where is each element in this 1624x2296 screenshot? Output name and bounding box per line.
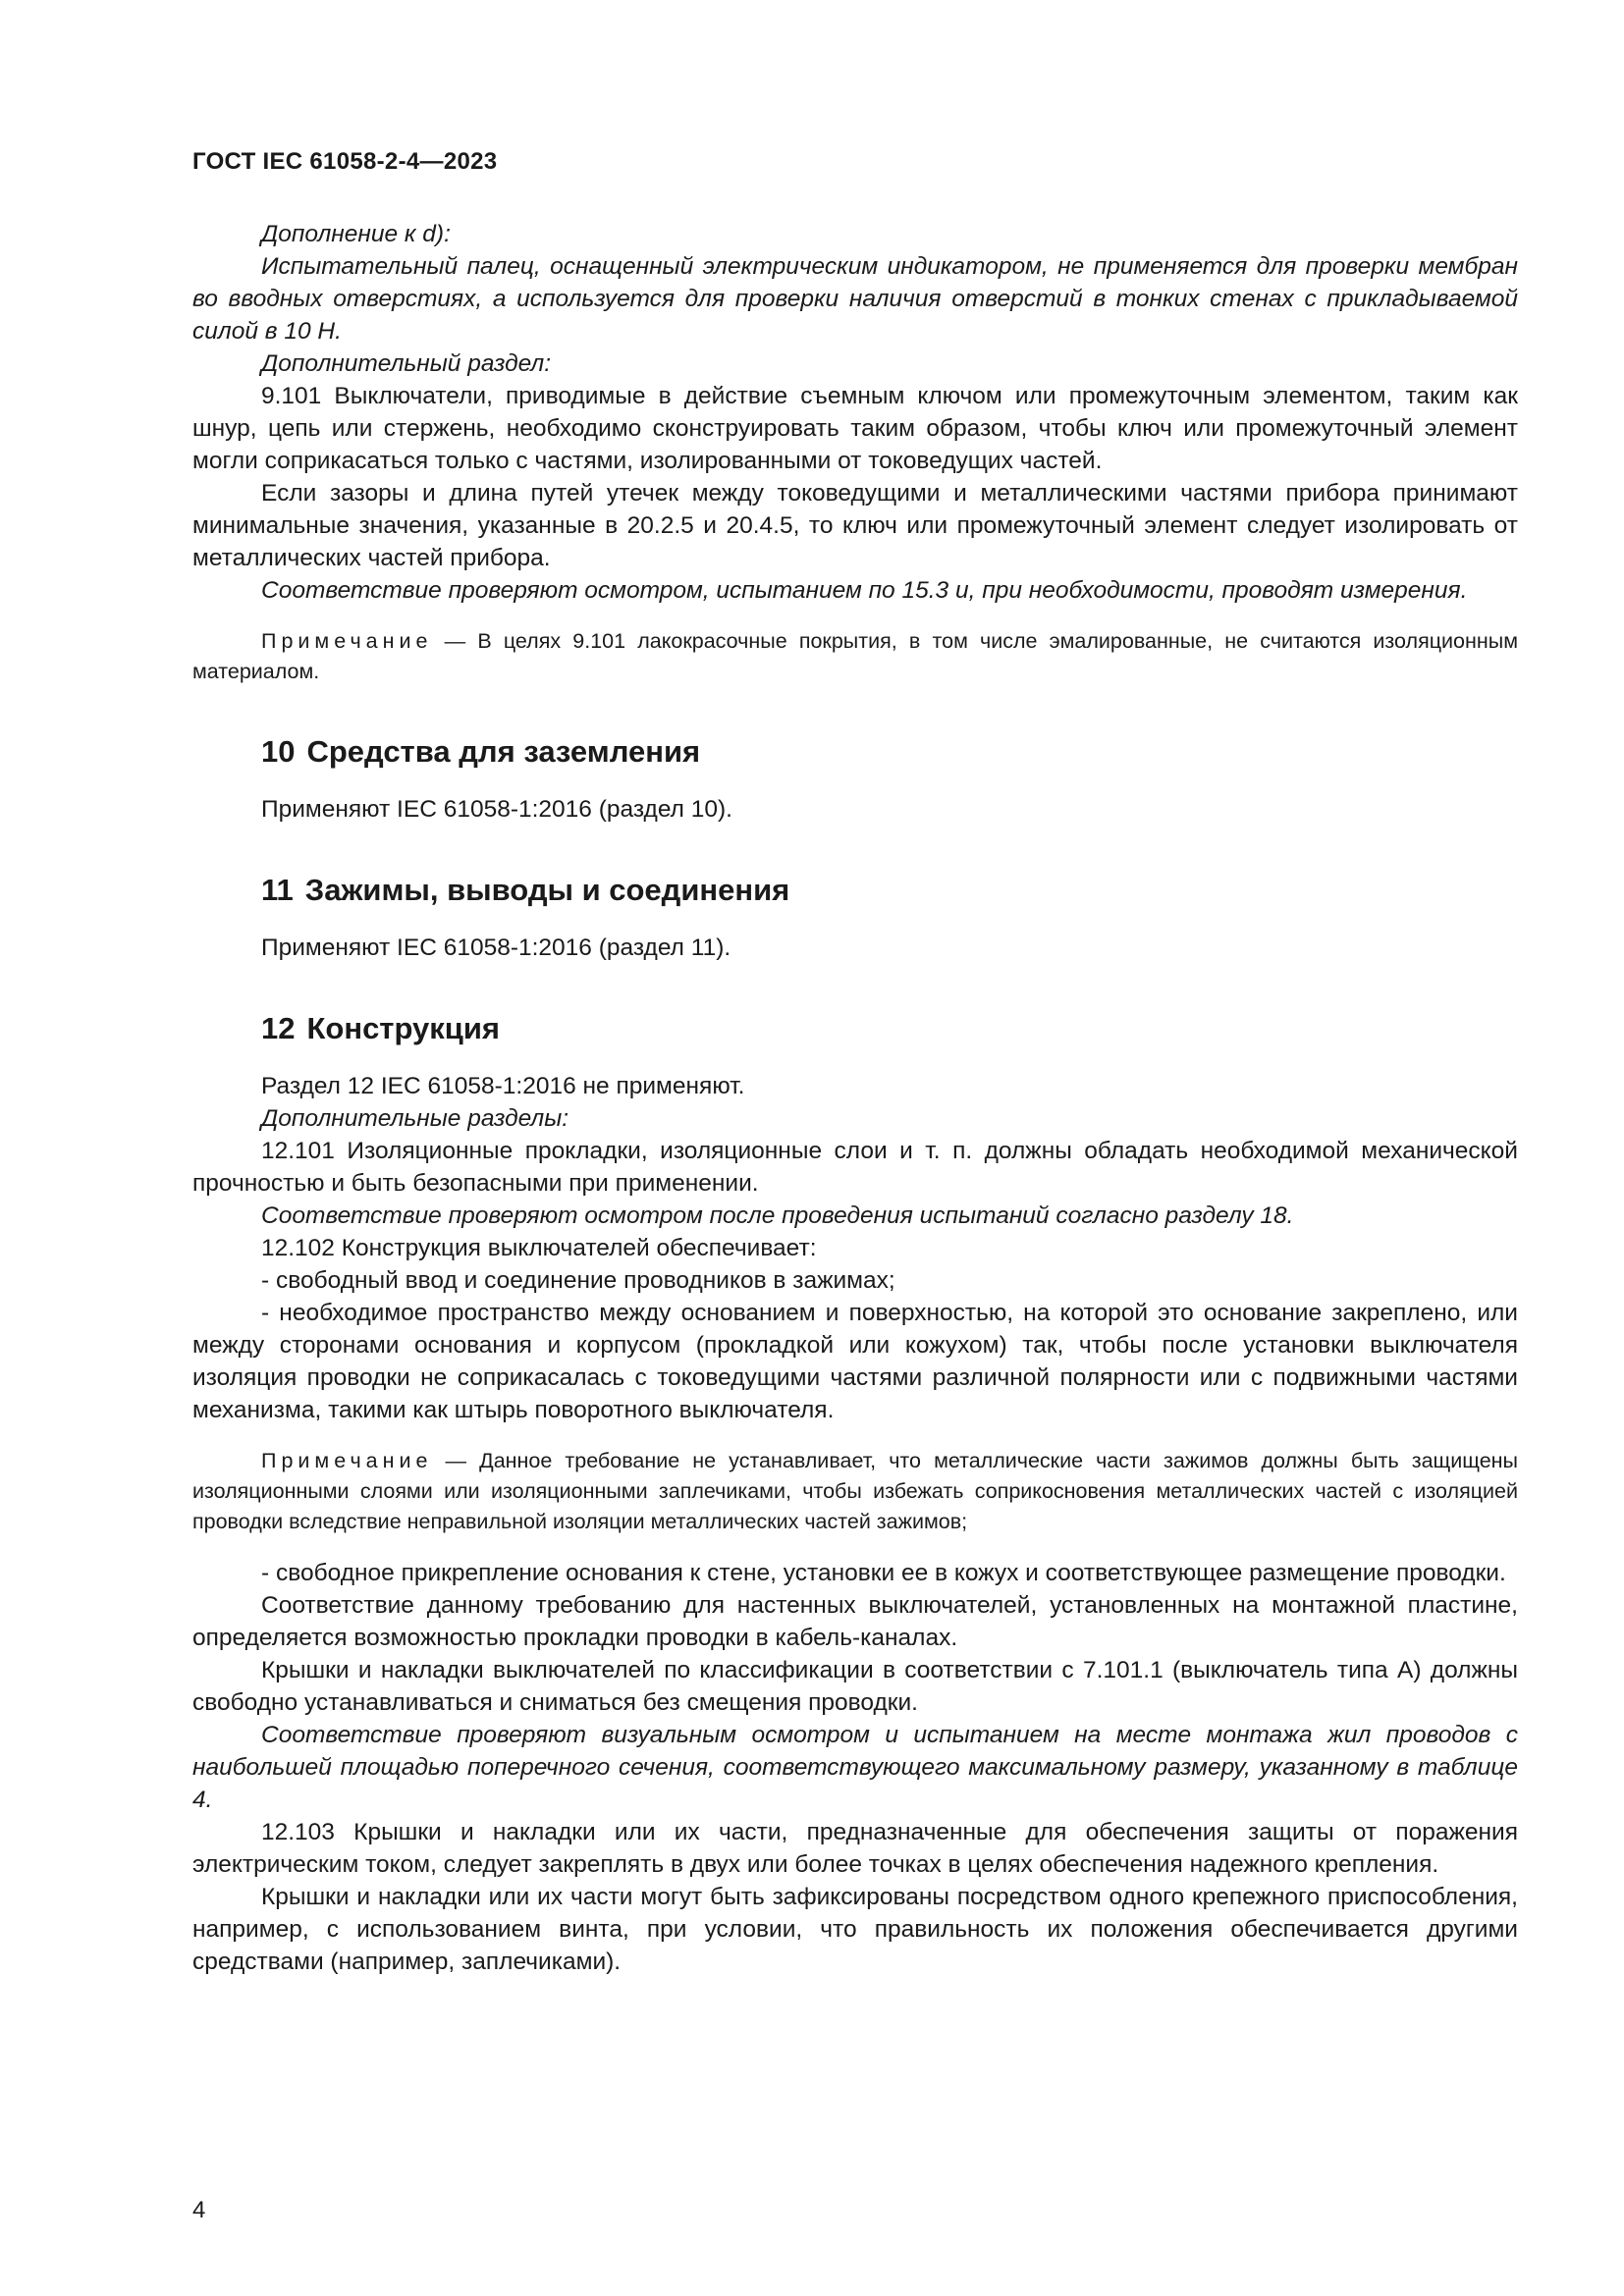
section-title: Конструкция [306,1011,500,1045]
note [192,626,1518,687]
section-number: 12 [261,1011,296,1045]
note-label: Примечание [261,629,433,653]
document-body [192,218,1518,1978]
paragraph: Дополнительный раздел: [261,350,552,377]
list-item: - свободный ввод и соединение проводников в зажимах; [261,1267,895,1294]
list-item: - необходимое пространство между основанием и поверхностью, на которой это основание закреплено, или между сторонами основания и корпусом (прокладкой или кожухом) так, чтобы после установки выключателя изоляция проводки не соприкасалась с токоведущими частями различной полярности или с подвижными частями механизма, такими как штырь поворотного выключателя. [192,1300,1518,1423]
note-label: Примечание [261,1449,433,1472]
note-text: — Данное требование не устанавливает, что металлические части зажимов должны быть защищены изоляционными слоями или изоляционными заплечиками, чтобы избежать соприкосновения металлических частей с изоляцией проводки вследствие неправильной изоляции металлических частей зажимов; [192,1449,1518,1533]
section-heading-12 [261,1009,1518,1048]
paragraph: Дополнение к d): [261,221,451,247]
paragraph: Применяют IEC 61058-1:2016 (раздел 11). [261,934,731,961]
paragraph: Крышки и накладки выключателей по классификации в соответствии с 7.101.1 (выключатель типа А) должны свободно устанавливаться и сниматься без смещения проводки. [192,1657,1518,1716]
clause-12-103: 12.103 Крышки и накладки или их части, предназначенные для обеспечения защиты от поражения электрическим током, следует закреплять в двух или более точках в целях обеспечения надежного крепления. [192,1819,1518,1878]
section-number: 11 [261,873,294,907]
compliance-paragraph: Соответствие проверяют визуальным осмотром и испытанием на месте монтажа жил проводов с наибольшей площадью поперечного сечения, соответствующего максимальному размеру, указанному в таблице 4. [192,1722,1518,1813]
paragraph: Если зазоры и длина путей утечек между токоведущими и металлическими частями прибора принимают минимальные значения, указанные в 20.2.5 и 20.4.5, то ключ или промежуточный элемент следует изолировать от металлических частей прибора. [192,480,1518,571]
clause-12-102: 12.102 Конструкция выключателей обеспечивает: [261,1235,817,1261]
paragraph: Соответствие данному требованию для настенных выключателей, установленных на монтажной пластине, определяется возможностью прокладки проводки в кабель-каналах. [192,1592,1518,1651]
section-heading-11 [261,871,1518,910]
compliance-paragraph: Соответствие проверяют осмотром, испытанием по 15.3 и, при необходимости, проводят измерения. [261,577,1468,604]
note [192,1446,1518,1537]
list-item: - свободное прикрепление основания к стене, установки ее в кожух и соответствующее размещение проводки. [261,1560,1506,1586]
section-title: Зажимы, выводы и соединения [304,873,790,907]
section-number: 10 [261,734,296,769]
paragraph: Дополнительные разделы: [261,1105,569,1132]
note-text: — В целях 9.101 лакокрасочные покрытия, в том числе эмалированные, не считаются изоляционным материалом. [192,629,1518,683]
paragraph: Применяют IEC 61058-1:2016 (раздел 10). [261,796,732,823]
paragraph: Раздел 12 IEC 61058-1:2016 не применяют. [261,1073,745,1099]
paragraph: Испытательный палец, оснащенный электрическим индикатором, не применяется для проверки мембран во вводных отверстиях, а используется для проверки наличия отверстий в тонких стенах с прикладываемой силой в 10 Н. [192,253,1518,345]
section-title: Средства для заземления [306,734,701,769]
document-header: ГОСТ IEC 61058-2-4—2023 [192,148,498,175]
clause-12-101: 12.101 Изоляционные прокладки, изоляционные слои и т. п. должны обладать необходимой механической прочностью и быть безопасными при применении. [192,1138,1518,1197]
compliance-paragraph: Соответствие проверяют осмотром после проведения испытаний согласно разделу 18. [261,1202,1294,1229]
page-number: 4 [192,2197,206,2223]
section-heading-10 [261,732,1518,772]
clause-9-101: 9.101 Выключатели, приводимые в действие съемным ключом или промежуточным элементом, таким как шнур, цепь или стержень, необходимо сконструировать таким образом, чтобы ключ или промежуточный элемент могли соприкасаться только с частями, изолированными от токоведущих частей. [192,383,1518,474]
paragraph: Крышки и накладки или их части могут быть зафиксированы посредством одного крепежного приспособления, например, с использованием винта, при условии, что правильность их положения обеспечивается другими средствами (например, заплечиками). [192,1884,1518,1975]
